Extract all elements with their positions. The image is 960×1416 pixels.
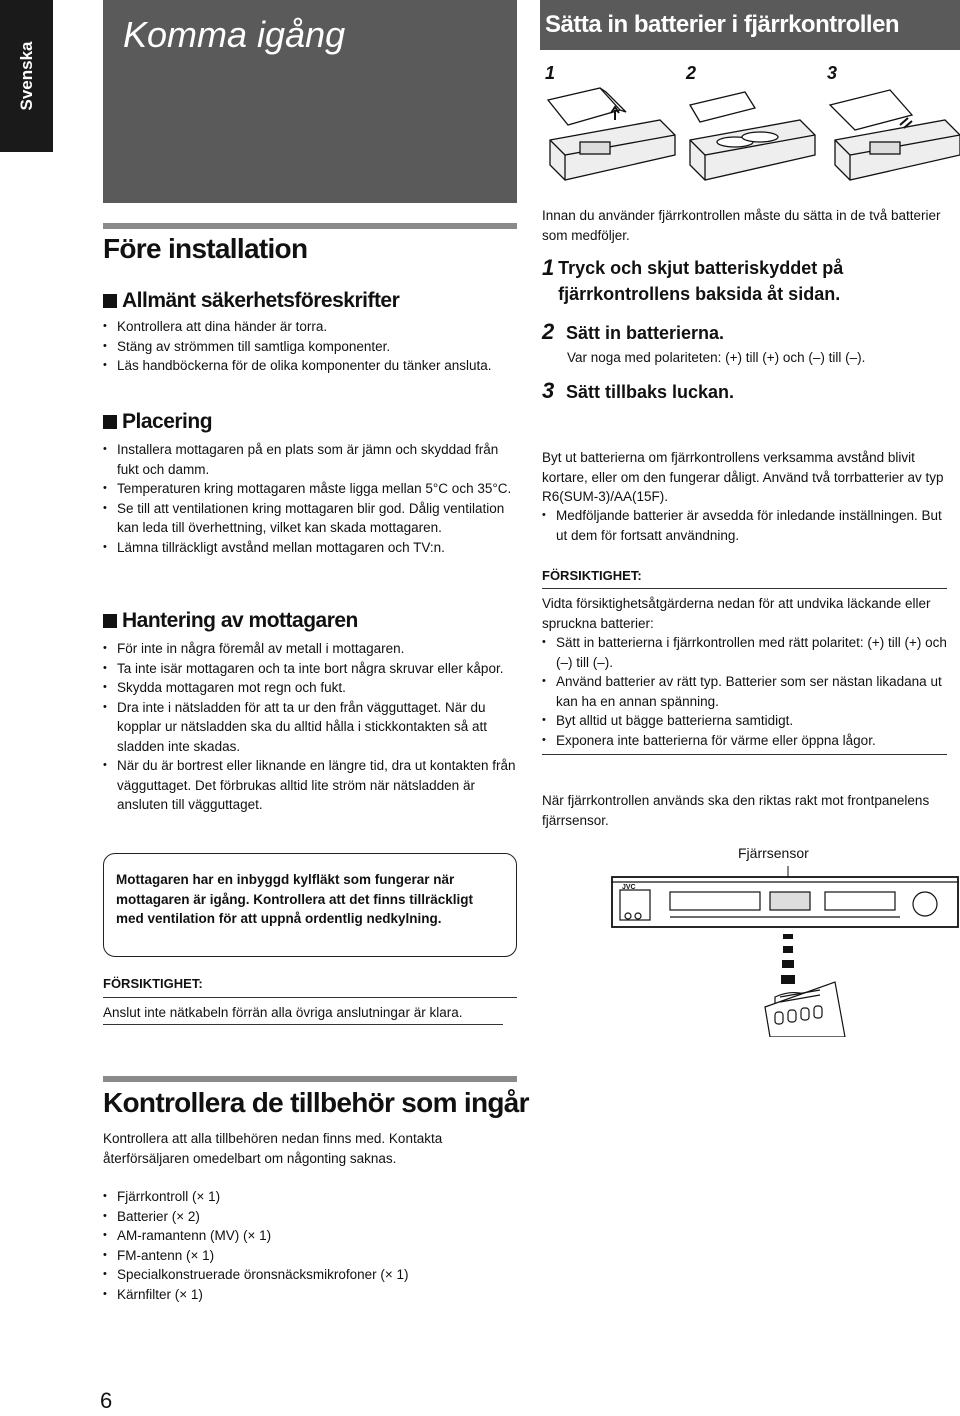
receiver-front-panel-icon [612,877,958,927]
list-item: • Läs handböckerna för de olika komponenter du tänker ansluta. [103,356,517,376]
step-text: Tryck och skjut batteriskyddet på fjärrkontrollens baksida åt sidan. [558,258,844,304]
aim-text: När fjärrkontrollen används ska den riktas rakt mot frontpanelens fjärrsensor. [542,793,930,828]
infrared-beam-icon [781,934,795,984]
placement-heading-text: Placering [122,410,213,433]
battery-intro: Innan du använder fjärrkontrollen måste du sätta in de två batterier som medföljer. [542,208,941,243]
polarity-note: Var noga med polariteten: (+) till (+) och (–) till (–). [567,350,866,365]
list-item: • Exponera inte batterierna för värme eller öppna lågor. [542,731,952,751]
list-item: • Kärnfilter (× 1) [103,1285,517,1305]
list-item: • Använd batterier av rätt typ. Batterier som ser nästan likadana ut kan ha en annan spänning. [542,672,952,711]
fan-note-text: Mottagaren har en inbyggd kylfläkt som fungerar när mottagaren är igång. Kontrollera att det finns tillräckligt med ventilation för att uppnå ordentlig nedkylning. [116,872,474,926]
list-item: • Ta inte isär mottagaren och ta inte bort några skruvar eller kåpor. [103,659,517,679]
step-number: 1 [542,255,555,280]
list-item: • Installera mottagaren på en plats som är jämn och skyddad från fukt och damm. [103,440,517,479]
list-item: • Medföljande batterier är avsedda för inledande inställningen. But ut dem för fortsatt användning. [542,506,947,545]
step-text: Sätt tillbaks luckan. [566,382,735,402]
accessories-intro: Kontrollera att alla tillbehören nedan finns med. Kontakta återförsäljaren omedelbart om någonting saknas. [103,1131,443,1166]
receiver-remote-illustration [610,862,960,1037]
sensor-label: Fjärrsensor [738,845,809,861]
remote-batteries-step2-icon [690,92,815,180]
remote-back-cover-step1-icon [548,88,675,180]
list-item: • Temperaturen kring mottagaren måste ligga mellan 5°C och 35°C. [103,479,517,499]
fan-note-box [103,853,517,957]
battery-step-number-3: 3 [827,63,838,83]
fore-installation-title: Före installation [103,233,308,264]
handling-heading-text: Hantering av mottagaren [122,609,358,632]
battery-banner [540,0,960,50]
safety-heading [103,289,399,313]
list-item: • För inte in några föremål av metall i mottagaren. [103,639,517,659]
language-tab-label: Svenska [16,41,36,111]
list-item: • Skydda mottagaren mot regn och fukt. [103,678,517,698]
section-rule [103,223,517,229]
list-item: • Fjärrkontroll (× 1) [103,1187,517,1207]
battery-step-number-2: 2 [686,63,697,83]
battery-step-3 [542,378,942,405]
section-rule [103,1076,517,1082]
caution-title: FÖRSIKTIGHET: [103,976,203,991]
remote-control-icon [765,982,845,1037]
replace-list [542,506,947,545]
list-item: • Batterier (× 2) [103,1207,517,1227]
list-item: • När du är bortrest eller liknande en längre tid, dra ut kontakten från vägguttaget. Det förbrukas alltid lite ström när nätsladden är ansluten till vägguttaget. [103,756,517,815]
square-bullet-icon [103,294,117,308]
battery-step-2 [542,319,942,346]
step-number: 2 [542,319,555,344]
list-item: • Se till att ventilationen kring mottagaren blir god. Dålig ventilation kan leda till överhettning, vilket kan skada mottagaren. [103,499,517,538]
page-number: 6 [100,1388,113,1413]
accessories-title: Kontrollera de tillbehör som ingår [103,1087,529,1118]
caution-text: Anslut inte nätkabeln förrän alla övriga anslutningar är klara. [103,1005,463,1020]
handling-list [103,639,517,815]
square-bullet-icon [103,415,117,429]
list-item: • AM-ramantenn (MV) (× 1) [103,1226,517,1246]
list-item: • Lämna tillräckligt avstånd mellan mottagaren och TV:n. [103,538,517,558]
placement-list [103,440,517,557]
battery-banner-title: Sätta in batterier i fjärrkontrollen [545,11,900,38]
chapter-title: Komma igång [123,14,346,55]
step-text: Sätt in batterierna. [566,323,725,343]
caution-divider [542,754,947,755]
accessories-list [103,1187,517,1304]
brand-logo: JVC [622,884,636,891]
battery-step-1 [542,255,942,307]
replace-text: Byt ut batterierna om fjärrkontrollens verksamma avstånd blivit kortare, eller om den fungerar dåligt. Använd två torrbatterier av typ R6(SUM-3)/AA(15F). [542,450,944,504]
list-item: • Specialkonstruerade öronsnäcksmikrofoner (× 1) [103,1265,517,1285]
safety-heading-text: Allmänt säkerhetsföreskrifter [122,289,400,312]
caution-divider [103,997,517,998]
list-item: • Sätt in batterierna i fjärrkontrollen med rätt polaritet: (+) till (+) och (–) till (–). [542,633,952,672]
list-item: • FM-antenn (× 1) [103,1246,517,1266]
battery-step-number-1: 1 [545,63,556,83]
handling-heading [103,609,358,633]
chapter-banner [103,0,517,203]
caution-divider [103,1024,503,1025]
battery-caution-list [542,633,952,750]
caution-divider [542,588,947,589]
placement-heading [103,410,212,434]
battery-caution-text: Vidta försiktighetsåtgärderna nedan för att undvika läckande eller spruckna batterier: [542,596,931,631]
list-item: • Byt alltid ut bägge batterierna samtidigt. [542,711,952,731]
list-item: • Stäng av strömmen till samtliga komponenter. [103,337,517,357]
remote-cover-close-step3-icon [830,90,960,180]
language-tab [0,0,53,152]
safety-list [103,317,517,376]
battery-insertion-illustration [540,80,960,190]
square-bullet-icon [103,614,117,628]
list-item: • Dra inte i nätsladden för att ta ur den från vägguttaget. När du kopplar ur nätsladden ska du alltid hålla i stickkontakten så att sladden inte skadas. [103,698,517,757]
battery-caution-title: FÖRSIKTIGHET: [542,568,642,583]
list-item: • Kontrollera att dina händer är torra. [103,317,517,337]
step-number: 3 [542,378,555,403]
